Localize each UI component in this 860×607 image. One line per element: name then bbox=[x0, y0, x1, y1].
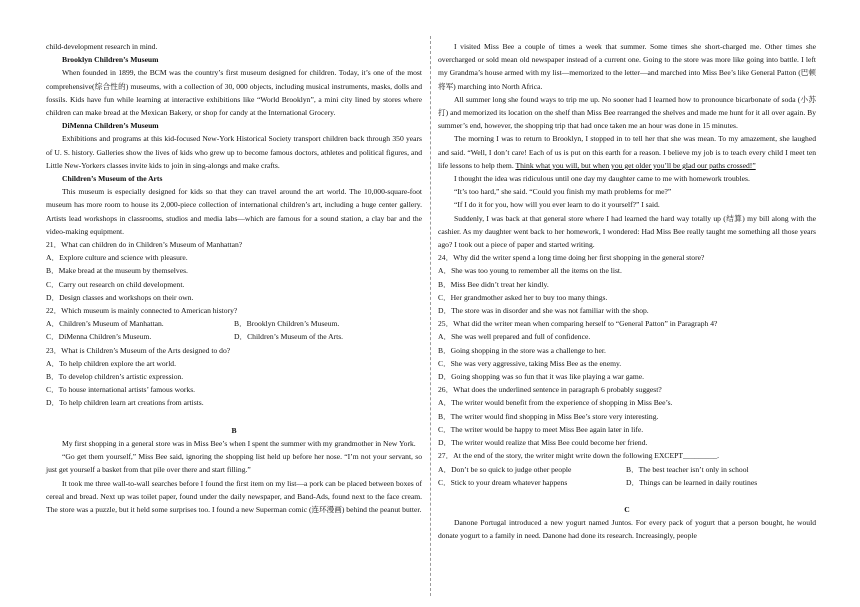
question-25-option[interactable]: D．Going shopping was so fun that it was like playing a war game. bbox=[438, 372, 645, 382]
question-25-option[interactable]: A．She was well prepared and full of confidence. bbox=[438, 332, 591, 342]
question-27-option[interactable]: C．Stick to your dream whatever happens bbox=[438, 477, 568, 487]
question-22-row-2 bbox=[46, 330, 422, 343]
question-23-option[interactable]: C．To house international artists’ famous works. bbox=[46, 385, 196, 395]
question-27-row-1 bbox=[438, 463, 816, 476]
question-22-option[interactable]: A．Children’s Museum of Manhattan. bbox=[46, 319, 164, 329]
question-22-option[interactable]: D．Children’s Museum of the Arts. bbox=[234, 332, 344, 342]
question-26-option[interactable]: C．The writer would be happy to meet Miss Bee again later in life. bbox=[438, 424, 644, 434]
question-26-stem: 26．What does the underlined sentence in paragraph 6 probably suggest? bbox=[438, 385, 662, 395]
c-paragraph: Danone Portugal introduced a new yogurt named Juntos. For every pack of yogurt that a person bought, he would donate yogurt to a family in need. Danone had done its research. Increasingly, people bbox=[438, 518, 816, 541]
spacer bbox=[46, 410, 422, 424]
story-paragraph-6 bbox=[438, 132, 816, 172]
question-25-stem: 25．What did the writer mean when comparing herself to “General Patton” in Paragraph 4? bbox=[438, 319, 718, 329]
question-24-option[interactable]: D．The store was in disorder and she was not familiar with the shop. bbox=[438, 306, 649, 316]
question-22-option[interactable]: B．Brooklyn Children’s Museum. bbox=[234, 319, 340, 329]
dimenna-heading: DiMenna Children’s Museum bbox=[62, 121, 159, 131]
underlined-sentence: Think what you will, but when you get older you’ll be glad our paths crossed!” bbox=[515, 160, 756, 170]
question-22-option[interactable]: C．DiMenna Children’s Museum. bbox=[46, 332, 152, 342]
question-21-option[interactable]: D．Design classes and workshops on their own. bbox=[46, 292, 194, 302]
story-paragraph: “It’s too hard,” she said. “Could you finish my math problems for me?” bbox=[454, 187, 672, 197]
p6-text: The morning I was to return to Brooklyn, I stopped in to tell her that she was mean. To my amazement, she laughed and said. “Well, I don’t care! Each of us is put on this earth for a reason. I believe my job is to teach every child I meet ten life lessons to help them. bbox=[438, 134, 816, 170]
question-27-option[interactable]: B．The best teacher isn’t only in school bbox=[626, 464, 749, 474]
question-25-option[interactable]: B．Going shopping in the store was a challenge to her. bbox=[438, 345, 606, 355]
question-24-option[interactable]: A．She was too young to remember all the items on the list. bbox=[438, 266, 622, 276]
story-paragraph: Suddenly, I was back at that general store where I had learned the hard way totally up (结算) my bill along with the cashier. As my daughter went back to her homework, I wondered: Had Miss Bee really taught me something all those years ago? I took out a piece of paper and started writing. bbox=[438, 213, 816, 250]
question-27-option[interactable]: D．Things can be learned in daily routines bbox=[626, 477, 758, 487]
story-paragraph: I visited Miss Bee a couple of times a week that summer. Some times she short-charged me. Other times she overcharged or sold mean old newspaper instead of a current one. Going to the store was more like going into battle. I left my Grandma’s house armed with my list—memorized to the letter—and marched into Miss Bee’s like General Patton (巴顿将军) marching into North Africa. bbox=[438, 42, 816, 91]
question-21-option[interactable]: B．Make bread at the museum by themselves. bbox=[46, 266, 188, 276]
question-25-option[interactable]: C．She was very aggressive, taking Miss Bee as the enemy. bbox=[438, 358, 622, 368]
question-23-option[interactable]: B．To develop children’s artistic expression. bbox=[46, 372, 184, 382]
question-26-option[interactable]: A．The writer would benefit from the experience of shopping in Miss Bee’s. bbox=[438, 398, 673, 408]
story-paragraph: “If I do it for you, how will you ever learn to do it yourself?” I said. bbox=[454, 200, 660, 210]
question-21-option[interactable]: C．Carry out research on child development. bbox=[46, 279, 185, 289]
arts-paragraph: This museum is especially designed for kids so that they can travel around the art world. The 10,000-square-foot museum has more room to house its 2,000-piece collection of international children’s art, including a huge center gallery. Artists lead workshops in classrooms, studios and media labs—which are famous for a sound station, a clay bar and the video-making equipment. bbox=[46, 187, 422, 236]
section-b-heading: B bbox=[231, 425, 237, 435]
spacer bbox=[438, 489, 816, 503]
column-divider bbox=[430, 36, 431, 596]
question-23-stem: 23．What is Children’s Museum of the Arts designed to do? bbox=[46, 345, 231, 355]
right-column bbox=[438, 40, 816, 543]
question-24-option[interactable]: C．Her grandmother asked her to buy too many things. bbox=[438, 292, 608, 302]
arts-heading: Children’s Museum of the Arts bbox=[62, 174, 163, 184]
story-paragraph: I thought the idea was ridiculous until one day my daughter came to me with homework troubles. bbox=[454, 174, 750, 184]
section-c-heading: C bbox=[624, 504, 630, 514]
question-27-option[interactable]: A．Don’t be so quick to judge other people bbox=[438, 464, 572, 474]
question-23-option[interactable]: D．To help children learn art creations from artists. bbox=[46, 398, 204, 408]
question-26-option[interactable]: D．The writer would realize that Miss Bee could become her friend. bbox=[438, 438, 648, 448]
bcm-heading: Brooklyn Children’s Museum bbox=[62, 55, 159, 65]
question-22-row-1 bbox=[46, 317, 422, 330]
question-24-option[interactable]: B．Miss Bee didn’t treat her kindly. bbox=[438, 279, 549, 289]
b-paragraph: My first shopping in a general store was in Miss Bee’s when I spent the summer with my grandmother in New York. bbox=[62, 438, 416, 448]
intro-tail: child-development research in mind. bbox=[46, 42, 158, 51]
question-23-option[interactable]: A．To help children explore the art world. bbox=[46, 358, 176, 368]
b-paragraph: “Go get them yourself,” Miss Bee said, ignoring the shopping list held up before her nose. “I’m not your servant, so just get yourself a basket from that pile over there and start filling.” bbox=[46, 452, 422, 475]
question-22-stem: 22．Which museum is mainly connected to American history? bbox=[46, 306, 238, 316]
left-column bbox=[46, 40, 422, 516]
story-paragraph: All summer long she found ways to trip me up. No sooner had I learned how to pronounce bicarbonate of soda (小苏打) and memorized its location on the shelf than Miss Bee rearranged the shelves and made me hunt for it all over again. By summer’s end, however, the shopping trip that had once taken me an hour was done in 15 minutes. bbox=[438, 94, 816, 131]
b-paragraph: It took me three wall-to-wall searches before I found the first item on my list—a pork can be placed between boxes of cereal and bread. Next up was toilet paper, found under the daily newspaper, and Band-Ads, found next to the face cream. The store was a puzzle, but it held some surprises too. I found a new Superman comic (连环漫画) behind the peanut butter. bbox=[46, 478, 422, 514]
question-27-row-2 bbox=[438, 476, 816, 489]
question-24-stem: 24．Why did the writer spend a long time doing her first shopping in the general store? bbox=[438, 253, 705, 263]
bcm-paragraph: When founded in 1899, the BCM was the country’s first museum designed for children. Today, it’s one of the most comprehensive(综合性的) museums, with a collection of 30, 000 objects, including musical instruments, masks, dolls and fossils. Kids have fun while learning at interactive exhibitions like “World Brooklyn”, a mini city lined by stores where children can make bread at the Mexican Bakery, or shop for candy at the International Grocery. bbox=[46, 68, 422, 118]
question-21-stem: 21．What can children do in Children’s Museum of Manhattan? bbox=[46, 240, 243, 250]
question-26-option[interactable]: B．The writer would find shopping in Miss Bee’s store very interesting. bbox=[438, 411, 659, 421]
question-21-option[interactable]: A．Explore culture and science with pleasure. bbox=[46, 253, 188, 263]
dimenna-paragraph: Exhibitions and programs at this kid-focused New-York Historical Society transport children back through 350 years of U. S. history. Galleries show the lives of kids who grew up to become famous doctors, athletes and political figures, and Little New-Yorkers classes invite kids to join in sing-alongs and make crafts. bbox=[46, 134, 422, 170]
question-27-stem: 27．At the end of the story, the writer might write down the following EXCEPT_________. bbox=[438, 451, 720, 461]
